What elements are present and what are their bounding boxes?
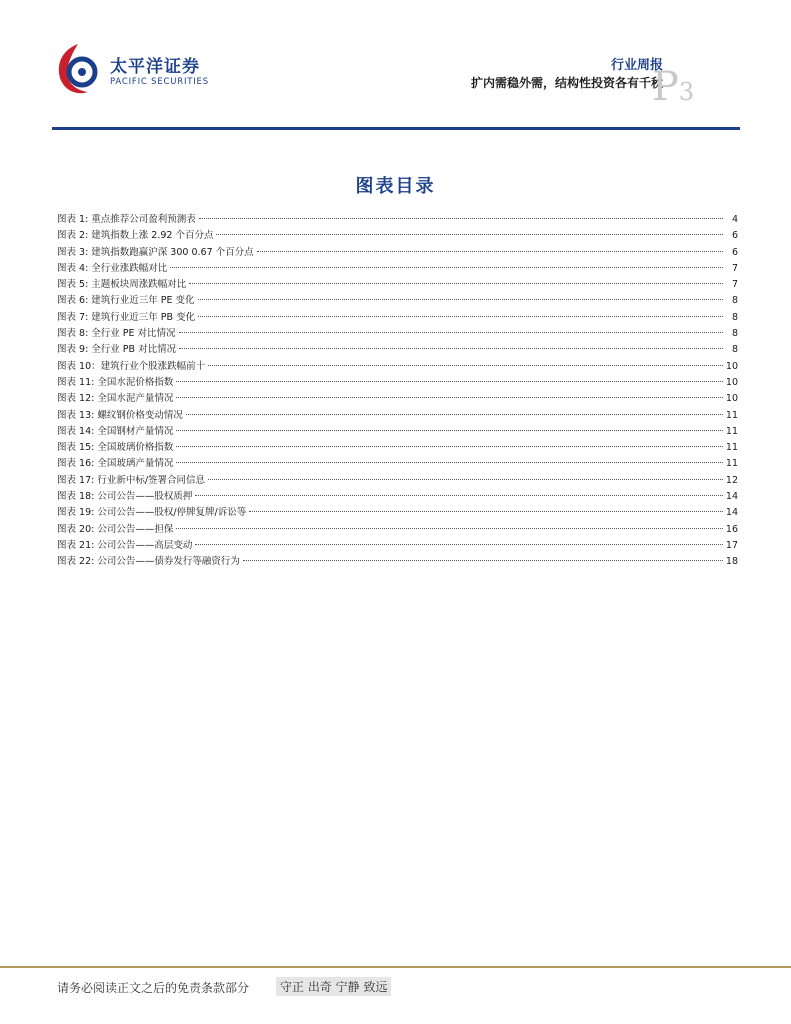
toc-entry-label[interactable]: 图表 2: 建筑指数上涨 2.92 个百分点	[57, 230, 214, 242]
toc-dot-leader	[208, 365, 723, 366]
toc-entry-page[interactable]: 14	[725, 507, 738, 519]
toc-heading: 图表目录	[355, 176, 436, 197]
page-number-mark	[652, 64, 695, 110]
toc-entry[interactable]	[57, 293, 738, 309]
toc-entry-label[interactable]: 图表 9: 全行业 PB 对比情况	[57, 344, 177, 356]
toc-entry-page[interactable]: 11	[725, 425, 738, 437]
toc-dot-leader	[198, 299, 723, 300]
toc-dot-leader	[186, 414, 723, 415]
toc-entry-page[interactable]: 14	[725, 491, 738, 503]
toc-dot-leader	[198, 316, 723, 317]
toc-dot-leader	[176, 446, 723, 447]
toc-entry[interactable]	[57, 538, 738, 554]
toc-entry-page[interactable]: 7	[731, 262, 738, 274]
toc-entry-label[interactable]: 图表 11: 全国水泥价格指数	[57, 376, 174, 388]
toc-entry[interactable]	[57, 424, 738, 440]
toc-dot-leader	[176, 381, 723, 382]
toc-dot-leader	[257, 251, 723, 252]
header-divider	[52, 127, 740, 130]
toc-dot-leader	[176, 397, 723, 398]
report-title: 扩内需稳外需，结构性投资各有千秋	[470, 76, 663, 90]
toc-entry[interactable]	[57, 440, 738, 456]
toc-dot-leader	[216, 234, 723, 235]
toc-dot-leader	[179, 348, 723, 349]
logo-name-en: PACIFIC SECURITIES	[110, 77, 209, 87]
toc-entry-page[interactable]: 12	[725, 474, 738, 486]
toc-entry-label[interactable]: 图表 8: 全行业 PE 对比情况	[57, 328, 176, 340]
toc-entry-page[interactable]: 17	[725, 539, 738, 551]
toc-entry[interactable]	[57, 375, 738, 391]
toc-entry-label[interactable]: 图表 7: 建筑行业近三年 PB 变化	[57, 311, 196, 323]
toc-entry-label[interactable]: 图表 20: 公司公告——担保	[57, 523, 174, 535]
footer-divider	[0, 966, 791, 968]
toc-entry-page[interactable]: 18	[725, 556, 738, 568]
toc-dot-leader	[179, 332, 723, 333]
toc-entry-label[interactable]: 图表 17: 行业新中标/签署合同信息	[57, 474, 206, 486]
toc-entry[interactable]	[57, 473, 738, 489]
toc-entry-label[interactable]: 图表 6: 建筑行业近三年 PE 变化	[57, 295, 195, 307]
toc-entry-page[interactable]: 8	[731, 344, 738, 356]
toc-entry[interactable]	[57, 456, 738, 472]
toc-entry-page[interactable]: 10	[725, 376, 738, 388]
page-letter: P	[652, 64, 679, 110]
toc-dot-leader	[176, 528, 723, 529]
toc-entry[interactable]	[57, 212, 738, 228]
toc-entry[interactable]	[57, 277, 738, 293]
toc-entry-page[interactable]: 4	[731, 214, 738, 225]
toc-entry-label[interactable]: 图表 18: 公司公告——股权质押	[57, 491, 193, 503]
toc-dot-leader	[195, 495, 723, 496]
toc-entry-label[interactable]: 图表 3: 建筑指数跑赢沪深 300 0.67 个百分点	[57, 246, 254, 258]
toc-dot-leader	[249, 511, 723, 512]
report-type: 行业周报	[610, 58, 663, 73]
toc-entry[interactable]	[57, 489, 738, 505]
toc-entry[interactable]	[57, 554, 738, 570]
toc-entry-label[interactable]: 图表 22: 公司公告——债券发行等融资行为	[57, 556, 240, 568]
toc-entry[interactable]	[57, 505, 738, 521]
toc-entry-label[interactable]: 图表 10：建筑行业个股涨跌幅前十	[57, 360, 206, 372]
toc-entry-page[interactable]: 8	[731, 311, 738, 323]
toc-entry-page[interactable]: 7	[731, 279, 738, 291]
toc-entry-page[interactable]: 11	[725, 458, 738, 470]
toc-entry[interactable]	[57, 326, 738, 342]
toc-entry-label[interactable]: 图表 19: 公司公告——股权/停牌复牌/诉讼等	[57, 507, 247, 519]
toc-entry[interactable]	[57, 245, 738, 261]
toc-dot-leader	[199, 218, 723, 219]
logo-name-cn: 太平洋证券	[110, 57, 200, 77]
toc-entry[interactable]	[57, 342, 738, 358]
toc-dot-leader	[176, 430, 723, 431]
page-number: 3	[678, 78, 695, 106]
toc-entry[interactable]	[57, 310, 738, 326]
toc-entry-page[interactable]: 8	[731, 295, 738, 307]
toc-entry[interactable]	[57, 522, 738, 538]
toc-entry[interactable]	[57, 408, 738, 424]
toc-entry-page[interactable]: 16	[725, 523, 738, 535]
toc-entry-label[interactable]: 图表 12: 全国水泥产量情况	[57, 393, 174, 405]
toc-entry-label[interactable]: 图表 16: 全国玻璃产量情况	[57, 458, 174, 470]
toc-entry[interactable]	[57, 359, 738, 375]
toc-dot-leader	[208, 479, 723, 480]
toc-dot-leader	[195, 544, 723, 545]
toc-entry-page[interactable]: 10	[725, 393, 738, 405]
logo-emblem-icon	[52, 40, 104, 98]
toc-entry-page[interactable]: 10	[725, 360, 738, 372]
toc-entry-page[interactable]: 6	[731, 246, 738, 258]
toc-entry-label[interactable]: 图表 21: 公司公告——高层变动	[57, 539, 193, 551]
toc-dot-leader	[243, 560, 723, 561]
toc-entry[interactable]	[57, 261, 738, 277]
toc-entry[interactable]	[57, 391, 738, 407]
footer-motto: 守正 出奇 宁静 致远	[276, 977, 391, 996]
toc-list	[57, 212, 738, 571]
toc-entry-page[interactable]: 11	[725, 442, 738, 454]
toc-entry-label[interactable]: 图表 1: 重点推荐公司盈利预测表	[57, 214, 196, 225]
toc-entry[interactable]	[57, 228, 738, 244]
footer-disclaimer: 请务必阅读正文之后的免责条款部分	[57, 981, 250, 995]
toc-entry-page[interactable]: 11	[725, 409, 738, 421]
toc-entry-label[interactable]: 图表 5: 主题板块周涨跌幅对比	[57, 279, 187, 291]
toc-dot-leader	[176, 462, 723, 463]
toc-dot-leader	[189, 283, 723, 284]
toc-entry-page[interactable]: 6	[731, 230, 738, 242]
toc-dot-leader	[170, 267, 723, 268]
toc-entry-label[interactable]: 图表 4: 全行业涨跌幅对比	[57, 262, 168, 274]
toc-entry-label[interactable]: 图表 13: 螺纹钢价格变动情况	[57, 409, 183, 421]
toc-entry-page[interactable]: 8	[731, 328, 738, 340]
toc-entry-label[interactable]: 图表 15: 全国玻璃价格指数	[57, 442, 174, 454]
company-logo	[52, 40, 252, 100]
toc-entry-label[interactable]: 图表 14: 全国钢材产量情况	[57, 425, 174, 437]
